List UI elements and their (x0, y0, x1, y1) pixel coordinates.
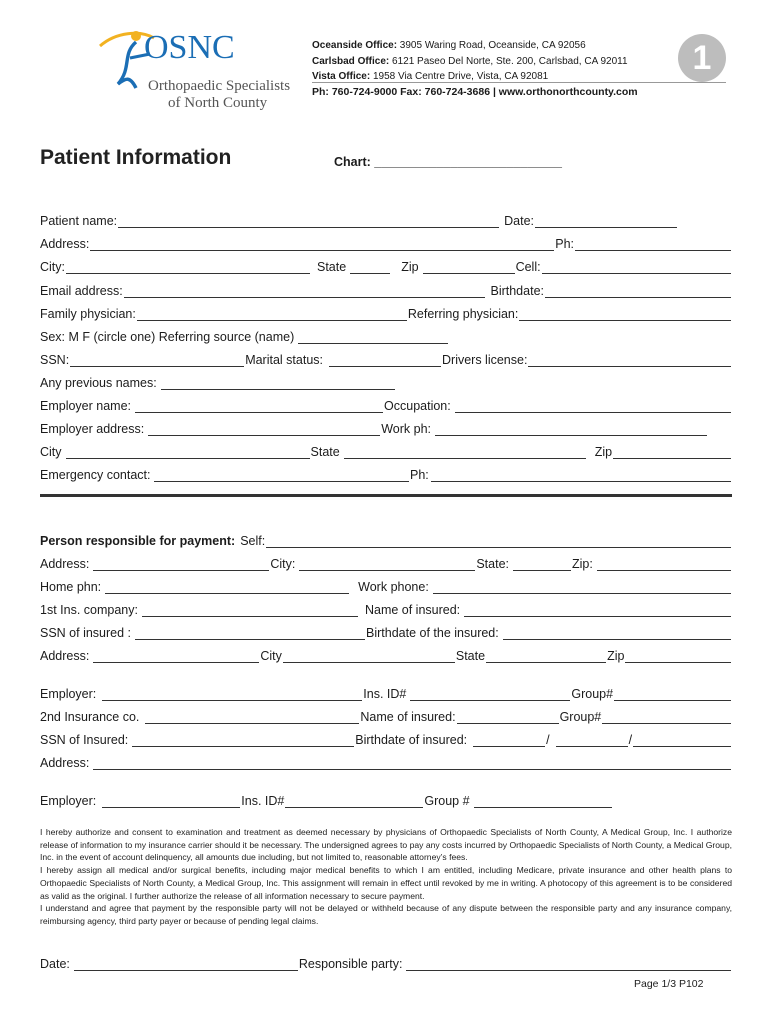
office-addresses (312, 38, 628, 85)
row-sex-referring: Sex: M F (circle one) Referring source (name) (40, 326, 732, 344)
row-email: Email address: Birthdate: (40, 280, 732, 298)
office-vista: Vista Office: 1958 Via Centre Drive, Vista, CA 92081 (312, 71, 549, 82)
phone-field[interactable] (575, 237, 731, 251)
resp-city-field[interactable] (299, 557, 475, 571)
emergency-phone-field[interactable] (431, 468, 731, 482)
group-field[interactable] (614, 687, 731, 701)
ins-id-field[interactable] (410, 687, 570, 701)
resp-address-field[interactable] (93, 557, 269, 571)
assignment-paragraph: I hereby assign all medical and/or surgical benefits, including major medical benefits to which I am entitled, including Medicare, private insurance and other health plans to Orthopaedic Specialists of North County, a Medical Group, Inc. This assignment will remain in effect until revoked by me in writing. A photocopy of this agreement is to be considered as valid as the original. I further authorize the release of all information necessary to secure payment. (40, 865, 732, 901)
row-ssn-insured: SSN of insured : Birthdate of the insured: (40, 622, 732, 640)
page-title: Patient Information (40, 146, 232, 169)
page-footer: Page 1/3 P102 (634, 978, 704, 990)
row-ins2-address: Address: (40, 752, 732, 770)
row-ssn-insured2: SSN of Insured: Birthdate of insured: / / (40, 729, 732, 747)
birthdate-field[interactable] (545, 284, 731, 298)
birthdate-insured2-month[interactable] (473, 733, 545, 747)
row-ins1: 1st Ins. company: Name of insured: (40, 599, 732, 617)
row-city: City: State Zip Cell: (40, 256, 732, 274)
ins-zip-field[interactable] (625, 649, 731, 663)
zip-field[interactable] (423, 260, 515, 274)
row-resp-phones: Home phn: Work phone: (40, 576, 732, 594)
row-physician: Family physician: Referring physician: (40, 303, 732, 321)
responsible-self-field[interactable] (266, 534, 731, 548)
email-field[interactable] (124, 284, 486, 298)
ins-employer-field[interactable] (102, 687, 362, 701)
home-phone-field[interactable] (105, 580, 349, 594)
section-divider (40, 494, 732, 497)
birthdate-insured-field[interactable] (503, 626, 731, 640)
marital-status-field[interactable] (329, 353, 441, 367)
row-employer2: Employer: Ins. ID# Group # (40, 790, 732, 808)
group3-field[interactable] (474, 794, 612, 808)
ins-city-field[interactable] (283, 649, 455, 663)
employer2-field[interactable] (102, 794, 240, 808)
row-ins-address: Address: City State Zip (40, 645, 732, 663)
row-responsible: Person responsible for payment: Self: (40, 530, 732, 548)
row-signature: Date: Responsible party: (40, 953, 732, 971)
row-address: Address: Ph: (40, 233, 732, 251)
employer-name-field[interactable] (135, 399, 383, 413)
row-ssn: SSN: Marital status: Drivers license: (40, 349, 732, 367)
signature-date-field[interactable] (74, 957, 298, 971)
logo-wordmark: OSNC (144, 29, 235, 66)
employer-zip-field[interactable] (613, 445, 731, 459)
previous-names-field[interactable] (161, 376, 395, 390)
date-field[interactable] (535, 214, 677, 228)
ins1-name-insured-field[interactable] (464, 603, 731, 617)
payment-paragraph: I understand and agree that payment by the responsible party will not be delayed or withheld because of any dispute between the responsible party and any insurance company, reimbursing agency, third party payer or because of pending legal claims. (40, 903, 732, 926)
drivers-license-field[interactable] (528, 353, 731, 367)
patient-name-field[interactable] (118, 214, 499, 228)
logo-subtitle-2: of North County (168, 95, 268, 111)
responsible-party-signature-field[interactable] (406, 957, 731, 971)
referring-source-field[interactable] (298, 330, 448, 344)
referring-physician-field[interactable] (519, 307, 731, 321)
address-field[interactable] (90, 237, 554, 251)
office-oceanside: Oceanside Office: 3905 Waring Road, Oceanside, CA 92056 (312, 40, 586, 51)
work-phone-field[interactable] (435, 422, 707, 436)
ins2-company-field[interactable] (145, 710, 359, 724)
resp-state-field[interactable] (513, 557, 571, 571)
state-field[interactable] (350, 260, 390, 274)
employer-city-field[interactable] (66, 445, 310, 459)
ssn-insured2-field[interactable] (132, 733, 354, 747)
row-ins2: 2nd Insurance co. Name of insured: Group# (40, 706, 732, 724)
ssn-field[interactable] (70, 353, 244, 367)
page-number-badge: 1 (678, 34, 726, 82)
header-divider (312, 82, 726, 83)
authorization-text (40, 826, 732, 928)
ssn-insured-field[interactable] (135, 626, 365, 640)
ins-address-field[interactable] (93, 649, 259, 663)
row-employer-address: Employer address: Work ph: (40, 418, 732, 436)
birthdate-insured2-day[interactable] (556, 733, 628, 747)
ins2-address-field[interactable] (93, 756, 731, 770)
row-employer: Employer name: Occupation: (40, 395, 732, 413)
resp-zip-field[interactable] (597, 557, 731, 571)
cell-field[interactable] (542, 260, 731, 274)
row-emergency: Emergency contact: Ph: (40, 464, 732, 482)
ins1-company-field[interactable] (142, 603, 358, 617)
logo-subtitle-1: Orthopaedic Specialists (148, 78, 291, 94)
family-physician-field[interactable] (137, 307, 407, 321)
authorization-paragraph: I hereby authorize and consent to examination and treatment as deemed necessary by physicians of Orthopaedic Specialists of North County, A Medical Group, Inc. I authorize release of information to my insurance carrier should it be necessary. The undersigned agrees to pay any costs incurred by Orthopaedic Specialists of North County, a Medical Group, Inc. in the event of account delinquency, all amounts due including, but not limited to, reasonable attorney’s fees. (40, 827, 732, 863)
employer-state-field[interactable] (344, 445, 586, 459)
row-resp-address: Address: City: State: Zip: (40, 553, 732, 571)
birthdate-insured2-year[interactable] (633, 733, 731, 747)
chart-field[interactable]: Chart: ___________________________ (334, 155, 562, 169)
resp-work-phone-field[interactable] (433, 580, 731, 594)
occupation-field[interactable] (455, 399, 731, 413)
office-carlsbad: Carlsbad Office: 6121 Paseo Del Norte, Ste. 200, Carlsbad, CA 92011 (312, 55, 628, 67)
osnc-logo (96, 28, 296, 114)
contact-info: Ph: 760-724-9000 Fax: 760-724-3686 | www.orthonorthcounty.com (312, 86, 638, 98)
group2-field[interactable] (602, 710, 731, 724)
row-previous-names: Any previous names: (40, 372, 732, 390)
row-patient-name: Patient name: Date: (40, 210, 732, 228)
row-employer-ins: Employer: Ins. ID# Group# (40, 683, 732, 701)
emergency-contact-field[interactable] (154, 468, 409, 482)
ins-id2-field[interactable] (285, 794, 423, 808)
city-field[interactable] (66, 260, 310, 274)
ins-state-field[interactable] (486, 649, 606, 663)
ins2-name-insured-field[interactable] (457, 710, 559, 724)
row-employer-city: City State Zip (40, 441, 732, 459)
employer-address-field[interactable] (148, 422, 380, 436)
